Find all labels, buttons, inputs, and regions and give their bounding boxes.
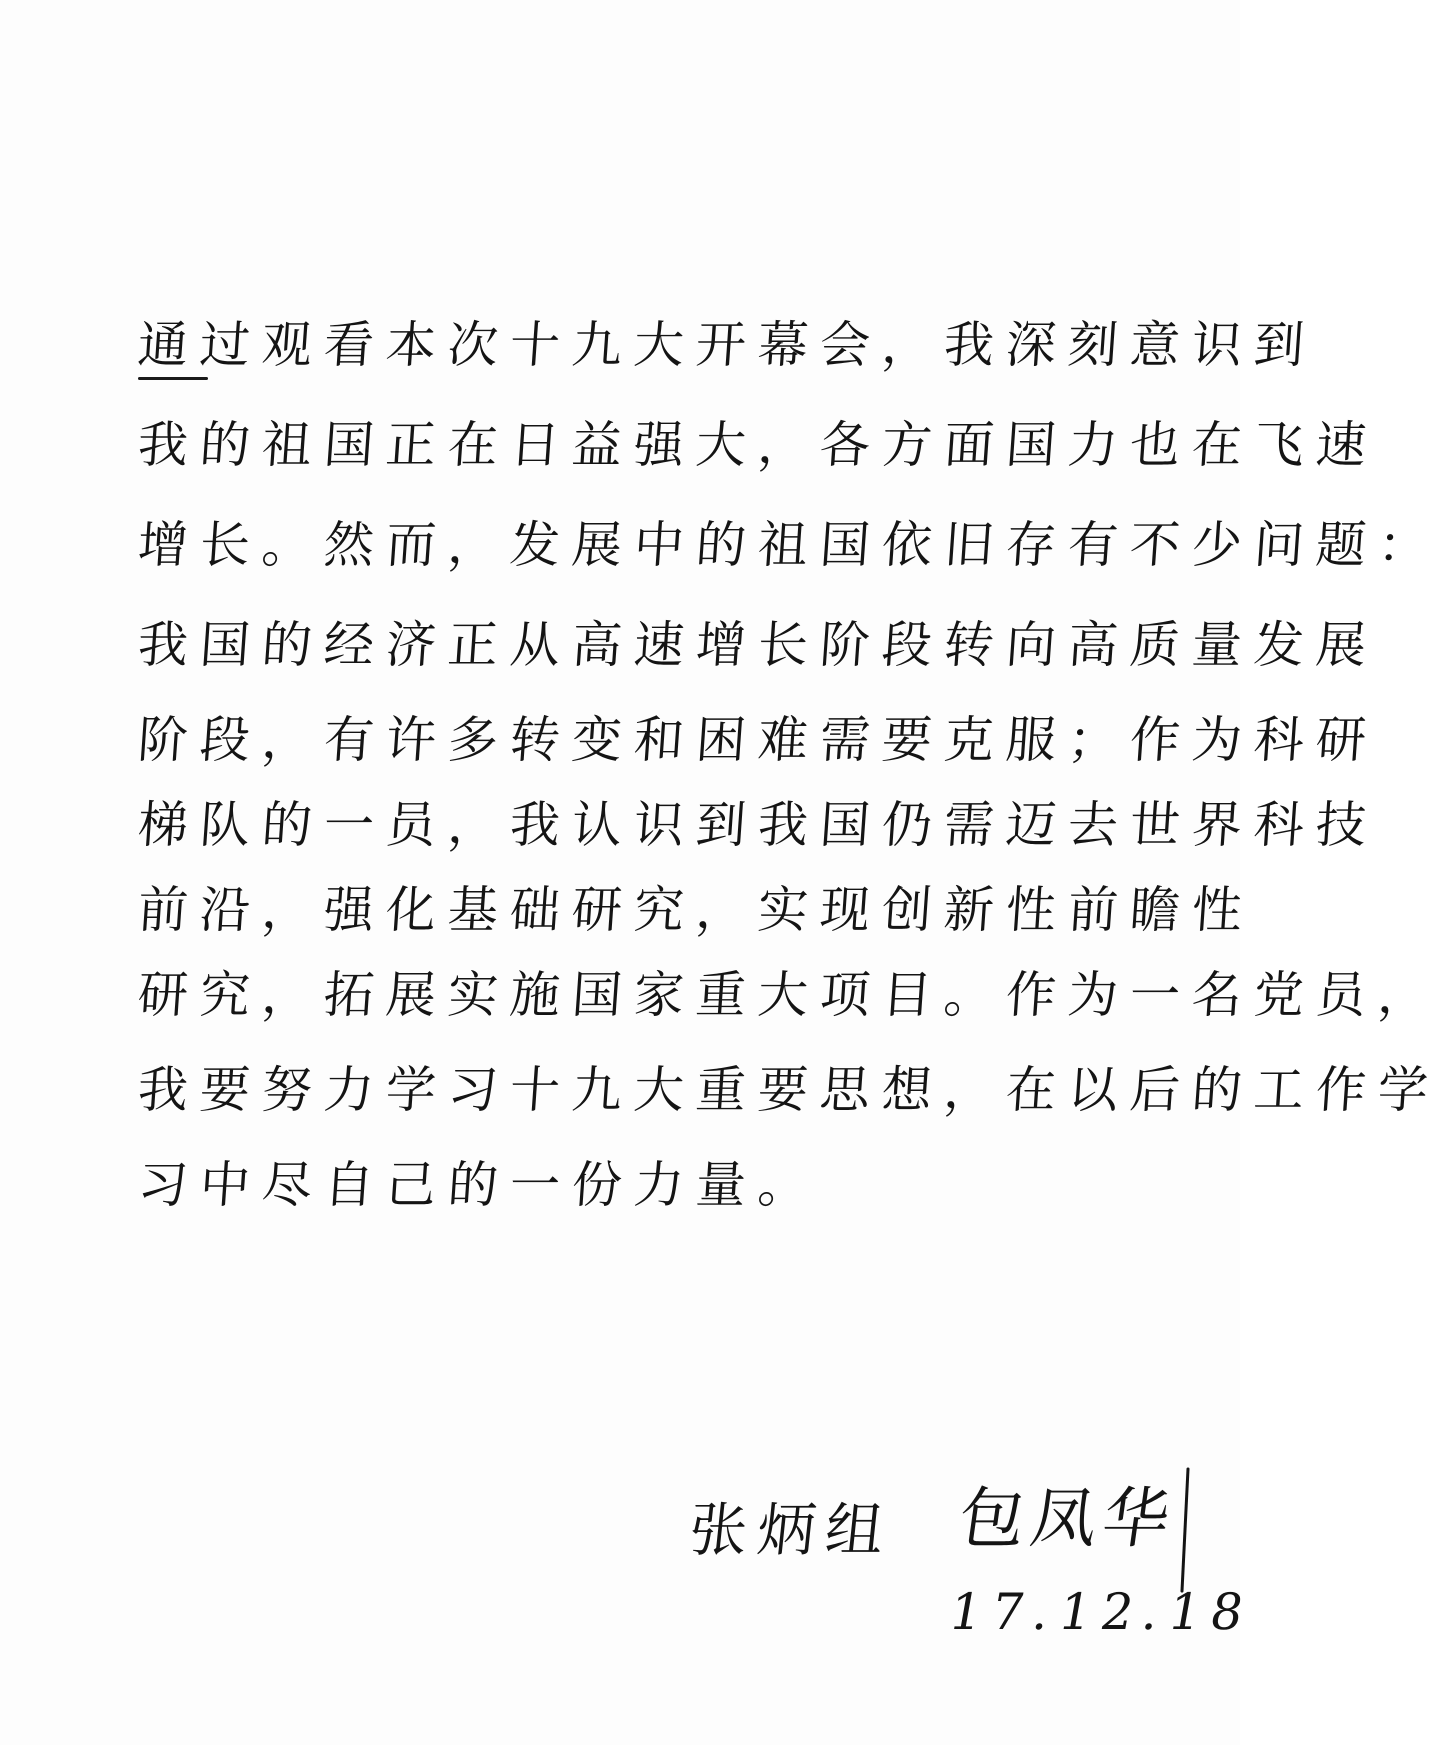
text-underline (138, 377, 208, 380)
letter-line-4: 我国的经济正从高速增长阶段转向高质量发展 (135, 616, 1381, 674)
letter-line-3: 增长。然而，发展中的祖国依旧存有不少问题： (135, 516, 1442, 574)
letter-line-1: 通过观看本次十九大开幕会，我深刻意识到 (135, 316, 1319, 374)
letter-line-2: 我的祖国正在日益强大，各方面国力也在飞速 (135, 416, 1381, 474)
sign-date: 17.12.18 (944, 1583, 1258, 1641)
signature-block (685, 1465, 1258, 1665)
letter-line-7: 前沿，强化基础研究，实现创新性前瞻性 (135, 881, 1257, 939)
letter-line-5: 阶段，有许多转变和困难需要克服；作为科研 (135, 711, 1381, 769)
group-name: 张炳组 (685, 1496, 898, 1564)
letter-line-10: 习中尽自己的一份力量。 (135, 1156, 823, 1214)
letter-line-8: 研究，拓展实施国家重大项目。作为一名党员， (135, 966, 1442, 1024)
signer-name: 包凤华 (953, 1480, 1181, 1557)
signature-flourish (1160, 1465, 1200, 1595)
letter-line-6: 梯队的一员，我认识到我国仍需迈去世界科技 (135, 796, 1381, 854)
letter-line-9: 我要努力学习十九大重要思想，在以后的工作学 (135, 1061, 1442, 1119)
